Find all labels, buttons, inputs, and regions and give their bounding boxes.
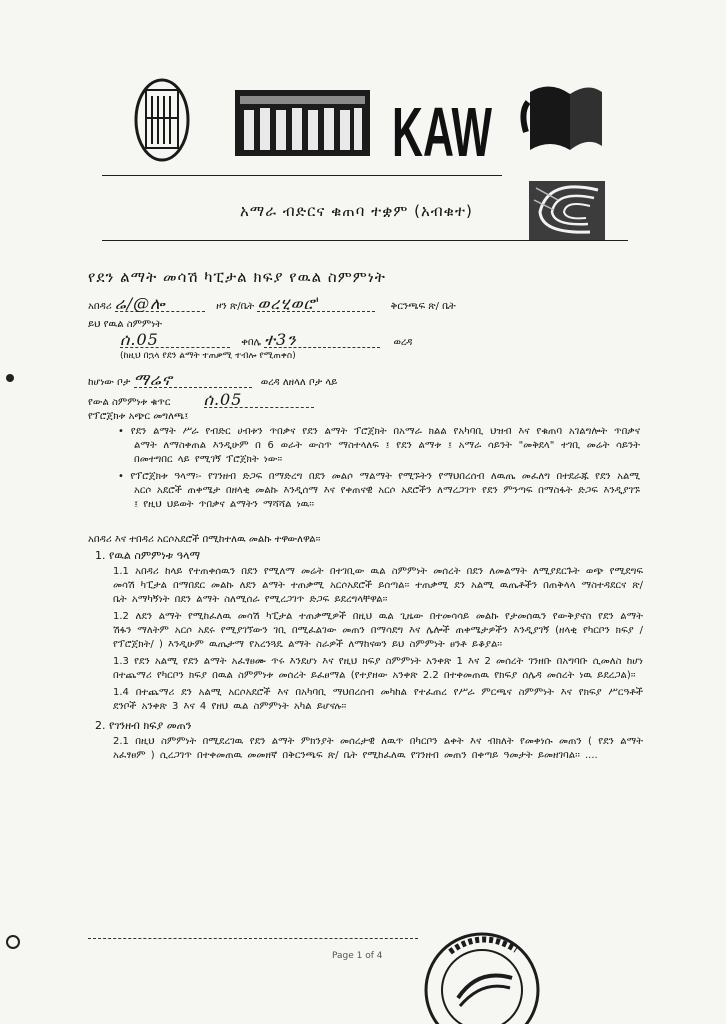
official-stamp	[420, 918, 550, 1024]
bullet-item: • የደን ልማት ሥራ የብድር ሀብቱን ጥበቃና የደን ልማት ፕሮጀክት በአማራ ክልል የአካባቢ ህዝብ እና የቁጠባ አገልግሎት ጥበቃና ልማት ለማስቀጠል እንዲሁም በ 6 ወራት ውስጥ ማስተላለፍ ፤ የደን ልማቱ ፤ አማራ ሳይንት "መቅደላ" ተገቢ መሬት ሳይንት በመተግበር ላይ የሚገኝ ፕሮጀክት ነው፡፡	[118, 426, 640, 465]
place-row	[88, 370, 338, 390]
document-title: የደን ልማት መሳሽ ካፒታል ክፍያ የዉል ስምምነት	[88, 268, 386, 286]
contract-number-value: ሰ.05	[204, 393, 314, 408]
lender-label: አበዳሪ	[88, 301, 112, 312]
project-summary-label: የፕሮጀክቱ አጭር መግለጫ፤	[88, 411, 189, 422]
kebele-label: ቀበሌ	[241, 337, 262, 348]
lender-row	[88, 294, 456, 314]
book-logo-right	[523, 86, 602, 150]
title-rule	[102, 240, 628, 241]
woreda-label: ወረዳ	[393, 337, 413, 348]
place-woreda-label: ወረዳ ለዘላለ ቦታ ላይ	[260, 377, 338, 388]
seal-logo-left	[136, 80, 188, 160]
beneficiary-note: (ከዚህ በኋላ የደን ልማት ተጠቃሚ ተብሎ የሚጠቀስ)	[120, 351, 296, 361]
footer-rule-left	[88, 938, 418, 939]
kaw-logo: KAW	[392, 93, 492, 171]
branch-office-label: ቅርንጫፍ ጽ/ ቤት	[390, 301, 456, 312]
clause-text: 1.3 የደን አልሚ የደን ልማት አፈፃፀሙ ጥሩ እንደሆነ እና የዚህ ክፍያ ስምምነት አንቀጽ 1 እና 2 መሰረት ገንዘቡ በአግባቡ ሲመለስ ከሆነ በተጨማሪ የካርቦን ክፍያ በዉል ስምምነቱ መሰረት ይፈፀማል (የተያዘው አንቀጽ 2.2 በተቀመጠዉ የክፍያ ሰሌዳ መሰረት ነዉ ይደረጋል)፡፡	[113, 656, 643, 681]
section-heading: 2. የገንዘብ ክፍያ መጠን	[95, 719, 192, 732]
page-number: Page 1 of 4	[332, 951, 383, 961]
bullet-item: • የፕሮጀክቱ ዓላማ፡- የገንዘብ ድጋፍ በማድረግ በደን መልሶ ማልማት የሚኙትን የማህበረሰብ ለዉጤ መፈለግ በተደራጁ የደን አልሚ አርሶ አደሮች ጠቀሜታ በዘላቂ መልኩ እንዲሰማ እና የቀጠናዊ አርሶ አደሮችን ለማረጋገጥ የደን ምንጣፍ በማስፋት ድጋፍ እንዲያገኙ ፤ የዚህ ህይወት ጥበቃና ልማትን ማሻሻል ነዉ፡፡	[118, 471, 640, 510]
kebele-value: ተ3ን	[264, 333, 380, 348]
lender-value: ሬ/@ሎ	[115, 297, 205, 312]
clause-text: 2.1 በዚህ ስምምነት በሚደረገዉ የደን ልማት ምክንያት መሰረታዊ ለዉጥ በካርቦን ልቀት እና ብክለት የመቀነሱ መጠን ( የደን ልማት አፈፃፀም ) ሲረጋገጥ በተቀመጠዉ መመዘኛ በቅርንጫፍ ጽ/ ቤት የሚከፈለዉ የገንዘብ መጠን በቀጣይ ዓመታት ይመዘገባል፡፡ ....	[113, 736, 643, 761]
building-logo	[235, 90, 370, 156]
margin-smudge	[6, 374, 14, 382]
section-heading: 1. የዉል ስምምነቱ ዓላማ	[95, 549, 201, 562]
bullet-text: የደን ልማት ሥራ የብድር ሀብቱን ጥበቃና የደን ልማት ፕሮጀክት በአማራ ክልል የአካባቢ ህዝብ እና የቁጠባ አገልግሎት ጥበቃና ልማት ለማስቀጠል እንዲሁም በ 6 ወራት ውስጥ ማስተላለፍ ፤ የደን ልማቱ ፤ አማራ ሳይንት "መቅደላ" ተገቢ መሬት ሳይንት በመተግበር ላይ የሚገኝ ፕሮጀክት ነው፡፡	[130, 426, 640, 465]
zone-office-value: ወረሂወሮ'	[257, 297, 375, 312]
clause-text: 1.1 አበዳሪ ከላይ የተጠቀሰዉን በደን የሚለማ መሬት በተገቢው ዉል ስምምነት መሰረት በደን ለመልማት ለሚያደርጉት ወጭ የሚደግፍ መሳሽ ካፒታል በማበደር መልኩ ለደን ልማት ተጠቃሚ አርሶአደሮች ይሰጣል፡፡ ተጠቃሚ ደን አልሚ ዉጤቶችን በጠቅላላ ማስተዳደርና ጽ/ ቤት አማካኝነት በደን ልማት ስለሚሰራ የሚረጋገጥ ድጋፍ ይደረግላቸዋል፡፡	[113, 566, 643, 605]
bullet-text: የፕሮጀክቱ ዓላማ፡- የገንዘብ ድጋፍ በማድረግ በደን መልሶ ማልማት የሚኙትን የማህበረሰብ ለዉጤ መፈለግ በተደራጁ የደን አልሚ አርሶ አደሮች ጠቀሜታ በዘላቂ መልኩ እንዲሰማ እና የቀጠናዊ አርሶ አደሮችን ለማረጋገጥ የደን ምንጣፍ በማስፋት ድጋፍ እንዲያገኙ ፤ የዚህ ህይወት ጥበቃና ልማትን ማሻሻል ነዉ፡፡	[130, 471, 640, 510]
zone-office-label: ዞን ጽ/ቤት	[216, 301, 255, 312]
sections-list	[95, 548, 643, 766]
clause-text: 1.2 ለደን ልማት የሚከፈለዉ መሳሽ ካፒታል ተጠቃሚዎች በዚህ ዉል ጊዜው በተመሳሳይ መልኩ የታመሰዉን የውቅያኖስ የደን ልማት ሽፋን ማለትም አርሶ አደሩ የሚያገኘውን ገቢ በሚፈልገው መጠን በማሳደግ እና ሌሎች ጠቀሜታዎችን እንዲያገኝ (ዘላቂ የካርቦን ክፍያ /የፕሮጀክት/ ) እንዲሁም ዉጤታማ የአረንጓዴ ልማት ስራዎች ለማከናወን ይህ ስምምነት ፀንቶ ይቆያል፡፡	[113, 611, 643, 650]
location-row	[120, 330, 413, 350]
contract-number-row	[88, 390, 314, 410]
org-title: አማራ ብድርና ቁጠባ ተቋም (አብቁተ)	[240, 202, 473, 220]
header-rule	[102, 175, 502, 176]
clause-text: 1.4 በተጨማሪ ደን አልሚ አርሶአደሮች እና በአካባቢ ማህበረሰብ መካከል የተፈጠረ የሥራ ምርጫና ስምምነት እና የክፍያ ሥርዓቶች ደንቦች አንቀጽ 3 እና 4 የዘህ ዉል ስምምነት አካል ይሆናሉ፡፡	[113, 687, 643, 712]
contract-intro-line: ይህ የዉል ስምምነት	[88, 319, 162, 330]
location-code-value: ሰ.05	[120, 333, 230, 348]
contract-number-label: የውል ስምምነቱ ቁጥር	[88, 397, 171, 408]
place-value: ማሬኖ	[134, 373, 252, 388]
swirl-emblem	[528, 180, 606, 242]
project-bullets	[118, 425, 640, 515]
agreement-intro: አበዳሪ እና ተበዳሪ አርሶአደሮች በሚከተለዉ መልኩ ተዋውለዋል፡፡	[88, 534, 321, 545]
margin-hole-mark	[6, 935, 20, 949]
header-logos	[130, 72, 610, 172]
place-label: ከሆነው ቦታ	[88, 377, 131, 388]
